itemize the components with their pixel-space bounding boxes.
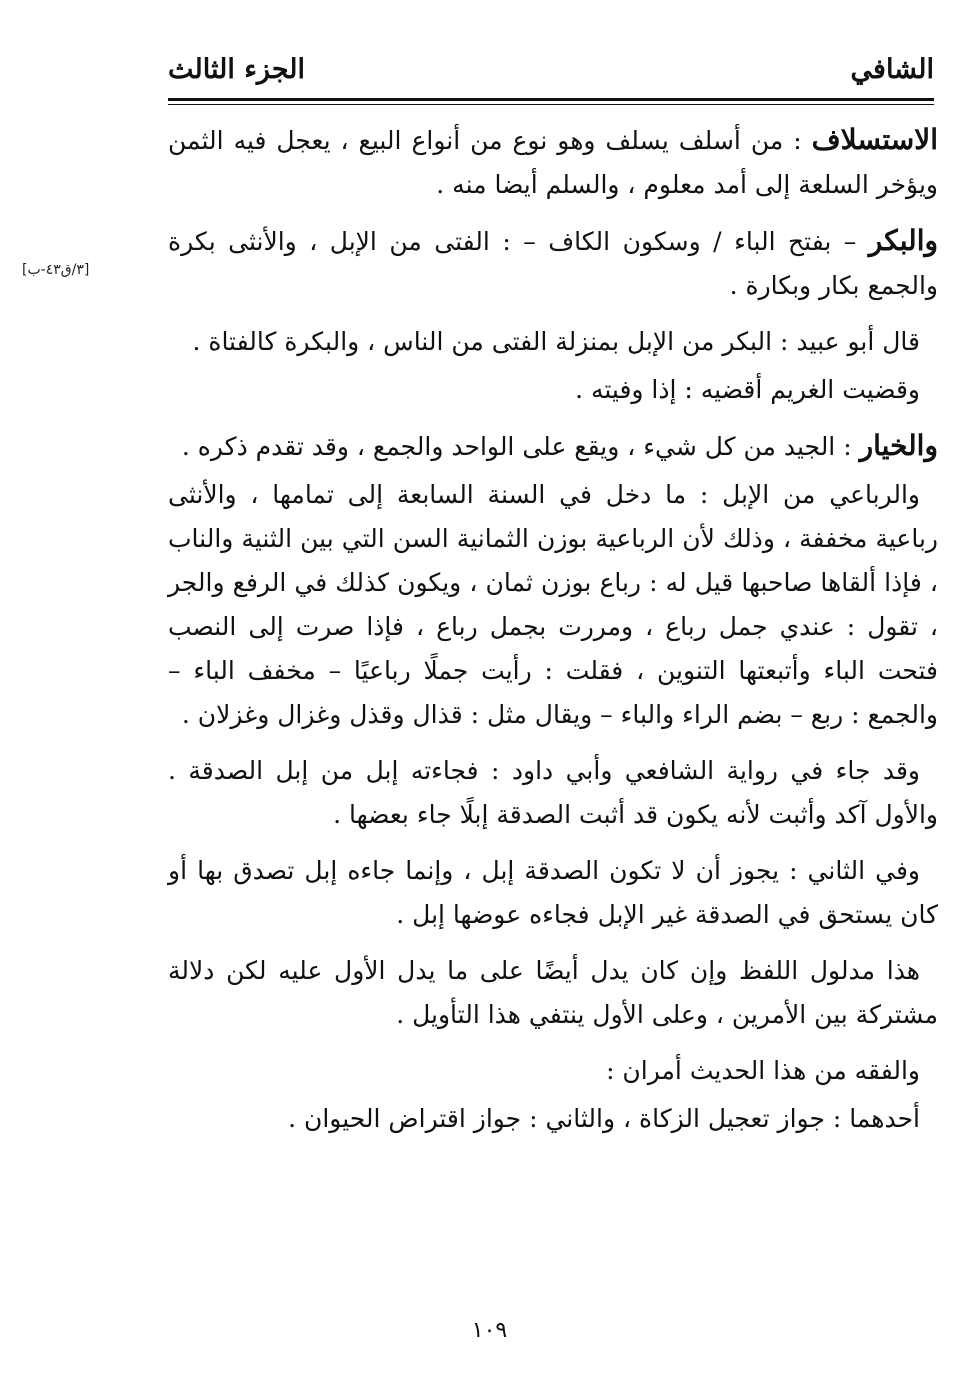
paragraph-text: : الجيد من كل شيء ، ويقع على الواحد والجمع ، وقد تقدم ذكره . [181, 432, 860, 461]
paragraph-text: وقضيت الغريم أقضيه : إذا وفيته . [575, 375, 920, 404]
paragraph-text: هذا مدلول اللفظ وإن كان يدل أيضًا على ما يدل الأول عليه لكن دلالة مشتركة بين الأمرين ، وعلى الأول ينتفي هذا التأويل . [168, 956, 938, 1029]
paragraph-riwaya [168, 749, 938, 837]
paragraph-fiqh [168, 1049, 938, 1093]
paragraph-text: والفقه من هذا الحديث أمران : [606, 1056, 920, 1085]
paragraph-text: : من أسلف يسلف وهو نوع من أنواع البيع ، يعجل فيه الثمن ويؤخر السلعة إلى أمد معلوم ، والسلم أيضا منه . [168, 126, 938, 199]
paragraph-text: والرباعي من الإبل : ما دخل في السنة السابعة إلى تمامها ، والأنثى رباعية مخففة ، وذلك لأن الرباعية بوزن الثمانية السن التي بين الثنية والناب ، فإذا ألقاها صاحبها قيل له : رباع بوزن ثمان ، ويكون كذلك في الرفع والجر ، تقول : عندي جمل رباع ، ومررت بجمل رباع ، فإذا صرت إلى النصب فتحت الباء وأتبعتها التنوين ، فقلت : رأيت جملًا رباعيًا – مخفف الباء – والجمع : ربع – بضم الراء والباء – ويقال مثل : قذال وقذل وغزال وغزلان . [168, 480, 938, 729]
paragraph-text: أحدهما : جواز تعجيل الزكاة ، والثاني : جواز اقتراض الحيوان . [288, 1104, 920, 1133]
header-rule-thick [168, 98, 934, 101]
paragraph-thani [168, 849, 938, 937]
book-title: الشافي [850, 54, 934, 85]
defined-term: والبكر [868, 224, 938, 257]
paragraph-text: قال أبو عبيد : البكر من الإبل بمنزلة الفتى من الناس ، والبكرة كالفتاة . [192, 327, 920, 356]
paragraph-bakr [168, 219, 938, 308]
paragraph-khiyar [168, 424, 938, 469]
paragraph-text: – بفتح الباء / وسكون الكاف – : الفتى من الإبل ، والأنثى بكرة والجمع بكار وبكارة . [168, 227, 938, 300]
paragraph-abu-ubaid [168, 320, 938, 364]
margin-manuscript-reference: [٣/ق٤٣-ب] [22, 262, 90, 278]
paragraph-qadaytu [168, 368, 938, 412]
header-rule-thin [168, 104, 934, 105]
defined-term: والخيار [859, 429, 938, 462]
running-header [168, 46, 934, 96]
page-number: ١٠٩ [471, 1318, 508, 1343]
paragraph-istislaf [168, 118, 938, 207]
paragraph-rubai [168, 473, 938, 737]
paragraph-ahaduhuma [168, 1097, 938, 1141]
defined-term: الاستسلاف [811, 123, 938, 156]
body-text [168, 118, 938, 1153]
paragraph-text: وقد جاء في رواية الشافعي وأبي داود : فجاءته إبل من إبل الصدقة . والأول آكد وأثبت لأنه يكون قد أثبت الصدقة إبلًا جاء بعضها . [168, 756, 938, 829]
part-title: الجزء الثالث [168, 54, 305, 85]
paragraph-text: وفي الثاني : يجوز أن لا تكون الصدقة إبل ، وإنما جاءه إبل تصدق بها أو كان يستحق في الصدقة غير الإبل فجاءه عوضها إبل . [168, 856, 938, 929]
paragraph-madlul [168, 949, 938, 1037]
